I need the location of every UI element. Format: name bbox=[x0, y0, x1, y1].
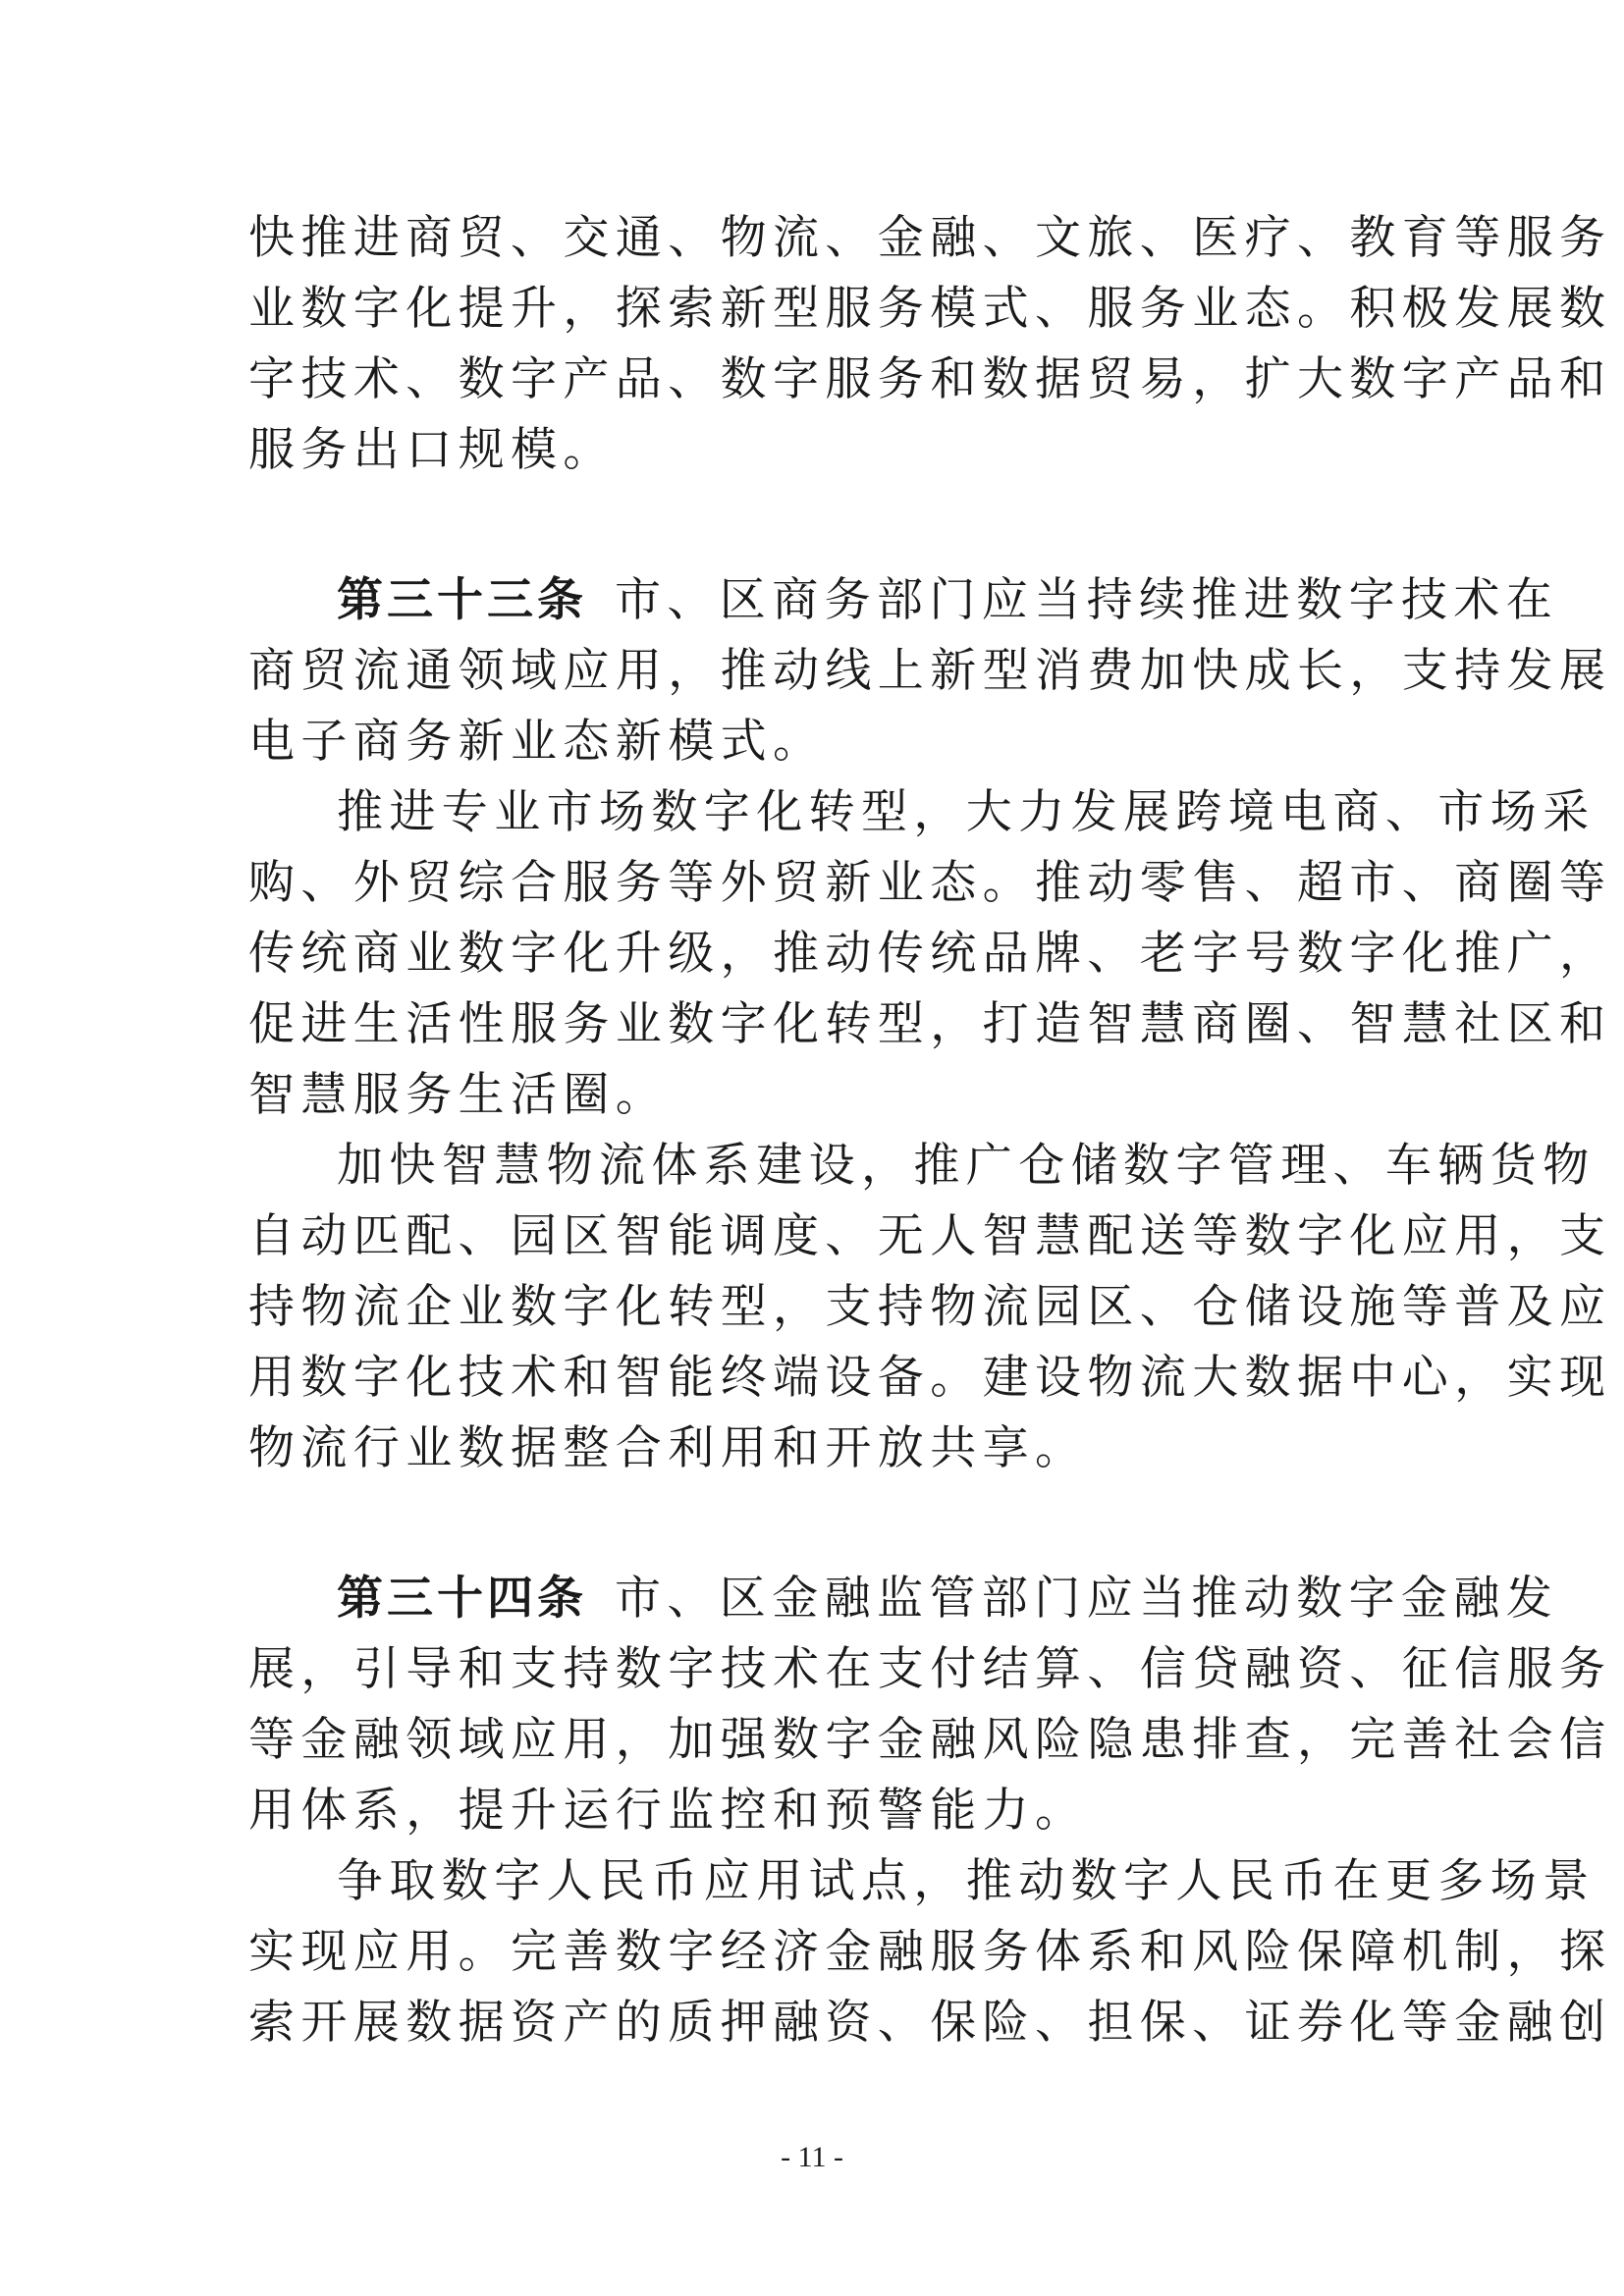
article-34-label: 第三十四条 bbox=[337, 1572, 587, 1626]
body-line: 智慧服务生活圈。 bbox=[248, 1068, 669, 1122]
paragraph-first-line: 加快智慧物流体系建设，推广仓储数字管理、车辆货物 bbox=[337, 1139, 1596, 1193]
body-line: 索开展数据资产的质押融资、保险、担保、证券化等金融创 bbox=[248, 1996, 1612, 2050]
body-line: 物流行业数据整合利用和开放共享。 bbox=[248, 1421, 1088, 1475]
body-line-text: 市、区商务部门应当持续推进数字技术在 bbox=[615, 573, 1559, 627]
body-line: 用体系，提升运行监控和预警能力。 bbox=[248, 1784, 1088, 1838]
body-line: 电子商务新业态新模式。 bbox=[248, 715, 826, 769]
body-line: 服务出口规模。 bbox=[248, 423, 616, 477]
article-34-first-line bbox=[337, 1565, 1559, 1633]
body-line: 传统商业数字化升级，推动传统品牌、老字号数字化推广， bbox=[248, 927, 1612, 981]
body-line: 自动匹配、园区智能调度、无人智慧配送等数字化应用，支 bbox=[248, 1209, 1612, 1263]
body-line: 商贸流通领域应用，推动线上新型消费加快成长，支持发展 bbox=[248, 644, 1612, 698]
body-line: 用数字化技术和智能终端设备。建设物流大数据中心，实现 bbox=[248, 1351, 1612, 1405]
article-33-label: 第三十三条 bbox=[337, 573, 587, 627]
body-line: 展，引导和支持数字技术在支付结算、信贷融资、征信服务 bbox=[248, 1642, 1612, 1696]
body-line: 持物流企业数字化转型，支持物流园区、仓储设施等普及应 bbox=[248, 1280, 1612, 1334]
article-33-first-line bbox=[337, 566, 1559, 635]
body-line: 快推进商贸、交通、物流、金融、文旅、医疗、教育等服务 bbox=[248, 211, 1612, 265]
paragraph-first-line: 争取数字人民币应用试点，推动数字人民币在更多场景 bbox=[337, 1854, 1596, 1908]
body-line: 字技术、数字产品、数字服务和数据贸易，扩大数字产品和 bbox=[248, 352, 1612, 406]
body-line: 促进生活性服务业数字化转型，打造智慧商圈、智慧社区和 bbox=[248, 997, 1612, 1051]
body-line-text: 市、区金融监管部门应当推动数字金融发 bbox=[615, 1572, 1559, 1626]
paragraph-first-line: 推进专业市场数字化转型，大力发展跨境电商、市场采 bbox=[337, 785, 1596, 839]
body-line: 业数字化提升，探索新型服务模式、服务业态。积极发展数 bbox=[248, 282, 1612, 336]
body-line: 等金融领域应用，加强数字金融风险隐患排查，完善社会信 bbox=[248, 1713, 1612, 1767]
page-number: - 11 - bbox=[781, 2141, 843, 2173]
body-line: 实现应用。完善数字经济金融服务体系和风险保障机制，探 bbox=[248, 1925, 1612, 1979]
body-line: 购、外贸综合服务等外贸新业态。推动零售、超市、商圈等 bbox=[248, 856, 1612, 910]
